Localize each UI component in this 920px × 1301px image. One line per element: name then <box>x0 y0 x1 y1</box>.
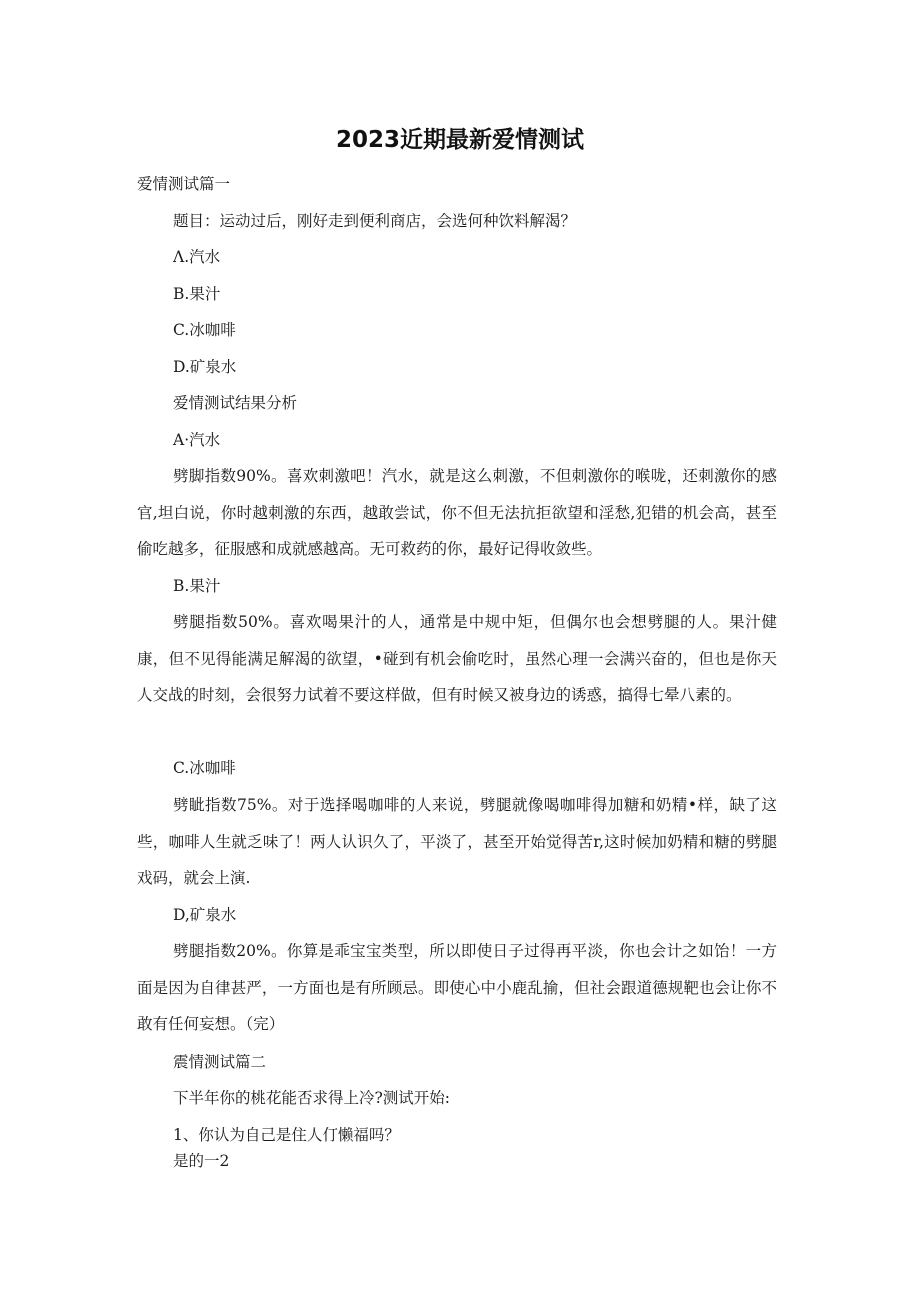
option-c: C.冰咖啡 <box>173 321 236 339</box>
question-1-answer: 是的一2 <box>173 1152 230 1170</box>
question-text: 题目：运动过后，刚好走到便利商店，会选何种饮料解渴？ <box>173 212 577 230</box>
result-c-text: 劈眦指数75%。对于选择喝咖啡的人来说，劈腿就像喝咖啡得加糖和奶精•样，缺了这些，咖啡人生就乏味了！两人认识久了，平淡了，甚至开始觉得苦r,这时候加奶精和糖的劈腿戏码，就会上演. <box>137 796 777 887</box>
option-d: D.矿泉水 <box>173 358 237 376</box>
result-d-label: D,矿泉水 <box>173 906 237 924</box>
option-a: Λ.汽水 <box>173 248 221 266</box>
question-1: 1、你认为自己是住人仃懒福吗？ <box>173 1126 400 1144</box>
section1-heading: 爱情测试篇一 <box>137 175 231 193</box>
document-title: 2023近期最新爱情测试 <box>335 127 584 153</box>
result-b-label: B.果汁 <box>173 577 221 595</box>
option-b: B.果汁 <box>173 285 221 303</box>
result-b-text: 劈腿指数50%。喜欢喝果汁的人，通常是中规中矩，但偶尔也会想劈腿的人。果汁健康，但不见得能满足解渴的欲望，•碰到有机会偷吃时，虽然心理一会满兴奋的，但也是你天人交战的时刻，会很努力试着不要这样做，但有时候又被身边的诱惑，搞得七晕八素的。 <box>137 613 777 704</box>
result-c-label: C.冰咖啡 <box>173 759 236 777</box>
result-a-text: 劈脚指数90%。喜欢刺激吧！汽水，就是这么刺激，不但刺激你的喉咙，还刺激你的感官,坦白说，你时越刺激的东西，越敢尝试，你不但无法抗拒欲望和淫愁,犯错的机会高，甚至偷吃越多，征服感和成就感越高。无可救药的你，最好记得收敛些。 <box>137 467 777 558</box>
result-a-label: A·汽水 <box>173 431 221 449</box>
section2-intro: 下半年你的桃花能否求得上冷?测试开始: <box>173 1089 451 1107</box>
result-d-text: 劈腿指数20%。你算是乖宝宝类型，所以即使日子过得再平淡，你也会计之如饴！一方面是因为自律甚严，一方面也是有所顾忌。即使心中小鹿乱揄，但社会跟道德规靶也会让你不敢有任何妄想。（完） <box>137 942 777 1033</box>
analysis-heading: 爱情测试结果分析 <box>173 394 298 412</box>
section2-heading: 震情测试篇二 <box>173 1053 267 1071</box>
